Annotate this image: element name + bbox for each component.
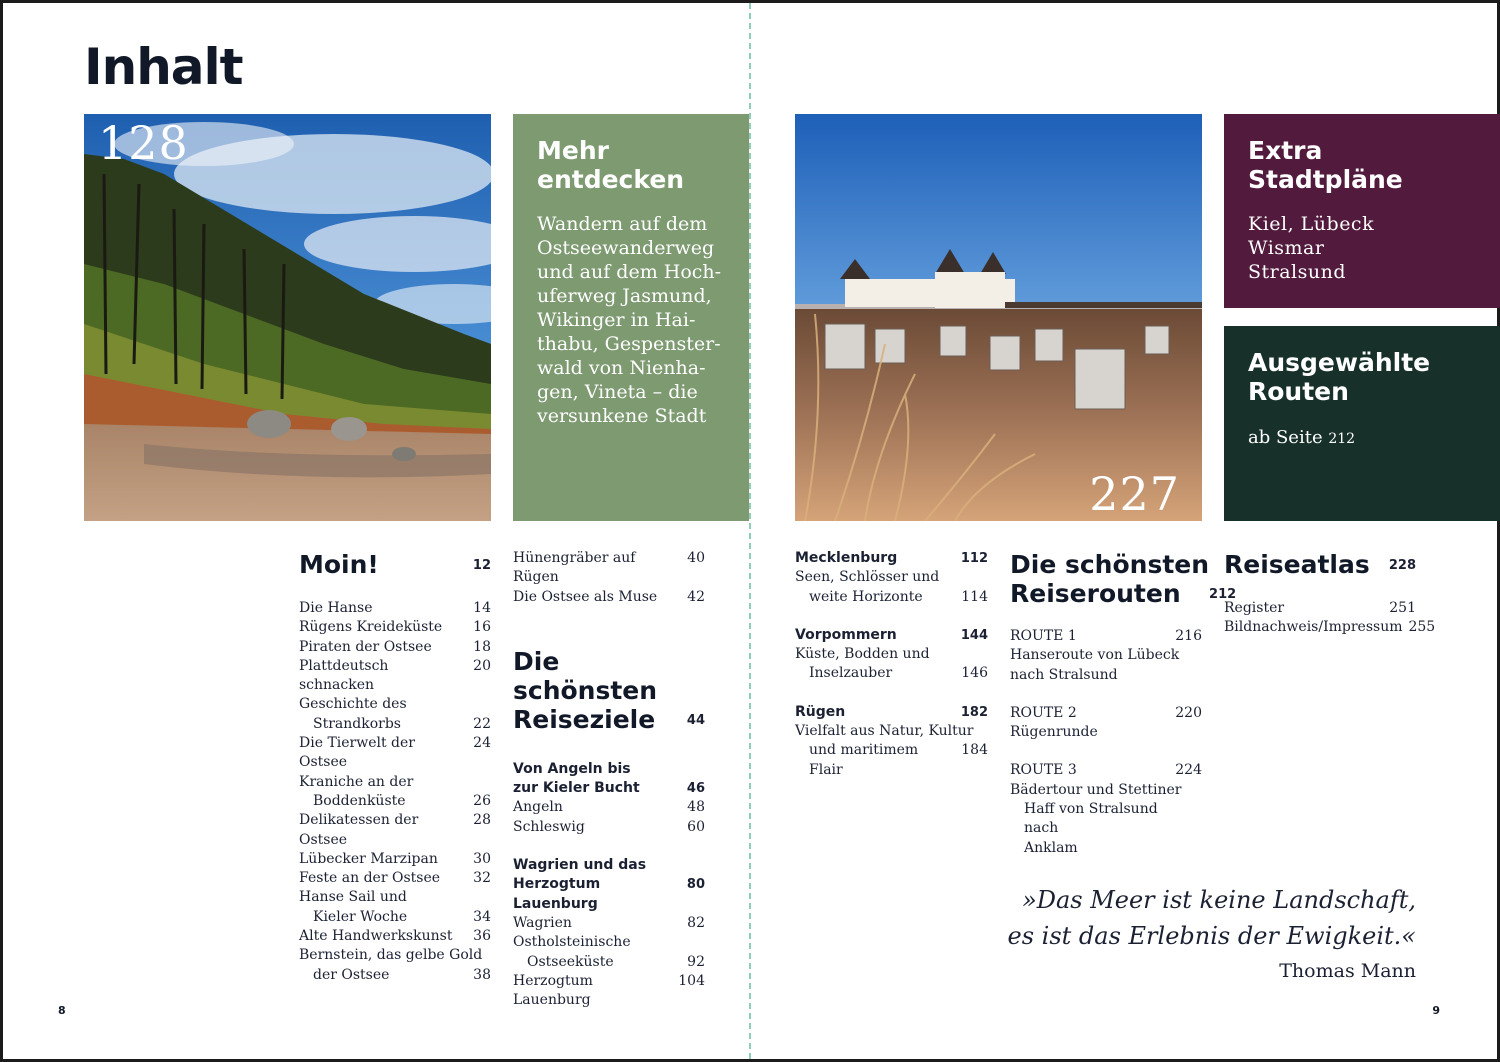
- toc-entry[interactable]: Hünengräber auf Rügen 40: [513, 550, 705, 586]
- toc-entry[interactable]: Delikatessen der Ostsee 28: [299, 812, 491, 848]
- toc-entry[interactable]: Haff von Stralsund nach: [1024, 801, 1158, 837]
- toc-section-header[interactable]: Moin! 12: [299, 550, 491, 579]
- toc-entry[interactable]: Boddenküste 26: [313, 792, 491, 809]
- toc-entry[interactable]: Bernstein, das gelbe Gold: [299, 947, 483, 964]
- toc-subsection-header[interactable]: Mecklenburg 112: [795, 550, 988, 566]
- toc-column-reiseatlas: [1224, 550, 1436, 638]
- box-text: Wandern auf dem Ostseewanderweg und auf dem Hoch- uferweg Jasmund, Wikinger in Hai- thabu, Gespenster- wald von Nienha- gen, Vineta – die versunkene Stadt: [537, 213, 722, 427]
- toc-entry[interactable]: Feste an der Ostsee 32: [299, 870, 491, 887]
- toc-entry[interactable]: nach Stralsund: [1010, 666, 1118, 683]
- toc-entry[interactable]: Die Tierwelt der Ostsee 24: [299, 735, 491, 771]
- toc-entry[interactable]: weite Horizonte 114: [809, 588, 988, 605]
- toc-section-header[interactable]: Die schönsten Reiseziele 44: [513, 646, 705, 734]
- toc-column-routen: [1010, 550, 1237, 858]
- toc-entry[interactable]: Kieler Woche 34: [313, 908, 491, 925]
- toc-subsection-header[interactable]: Wagrien und das: [513, 857, 647, 874]
- photo-page-number: 227: [1089, 467, 1180, 521]
- toc-entry[interactable]: Bädertour und Stettiner: [1010, 781, 1182, 798]
- toc-entry[interactable]: Rügenrunde: [1010, 724, 1098, 741]
- toc-entry[interactable]: der Ostsee 38: [313, 966, 491, 983]
- toc-entry[interactable]: Kraniche an der: [299, 773, 414, 790]
- toc-entry[interactable]: Register 251: [1224, 600, 1416, 616]
- toc-entry[interactable]: ROUTE 2 220: [1010, 704, 1202, 721]
- box-title: Mehr entdecken: [537, 136, 685, 194]
- toc-entry[interactable]: Ostseeküste 92: [527, 953, 705, 970]
- toc-entry[interactable]: Bildnachweis/Impressum 255: [1224, 619, 1436, 636]
- toc-entry[interactable]: Die Hanse 14: [299, 600, 491, 616]
- toc-entry[interactable]: Küste, Bodden und: [795, 646, 930, 663]
- toc-column-moin: [299, 550, 491, 985]
- toc-entry[interactable]: ROUTE 1 216: [1010, 628, 1202, 644]
- quote: »Das Meer ist keine Landschaft, es ist das Erlebnis der Ewigkeit.«: [1007, 886, 1416, 950]
- toc-entry[interactable]: Strandkorbs 22: [313, 715, 491, 732]
- spread-fold-divider: [749, 3, 751, 1059]
- box-title: Ausgewählte Routen: [1248, 348, 1431, 406]
- toc-entry[interactable]: Inselzauber 146: [809, 665, 988, 682]
- page-number-right: 9: [1432, 1004, 1440, 1017]
- toc-subsection-header[interactable]: Von Angeln bis: [513, 760, 631, 777]
- photo-pier-beach: [795, 114, 1202, 521]
- toc-entry[interactable]: Angeln 48: [513, 799, 705, 816]
- toc-entry[interactable]: Lübecker Marzipan 30: [299, 850, 491, 867]
- toc-column-reiseziele: [513, 549, 705, 1010]
- box-title: Extra Stadtpläne: [1248, 136, 1403, 194]
- toc-subsection-header[interactable]: zur Kieler Bucht 46: [513, 780, 705, 797]
- toc-entry[interactable]: Geschichte des: [299, 696, 407, 713]
- toc-entry[interactable]: Wagrien 82: [513, 914, 705, 931]
- box-text: Kiel, Lübeck Wismar Stralsund: [1248, 213, 1375, 283]
- toc-entry[interactable]: Alte Handwerkskunst 36: [299, 928, 491, 945]
- toc-entry[interactable]: Schleswig 60: [513, 818, 705, 835]
- toc-entry[interactable]: und maritimem Flair 184: [809, 742, 988, 778]
- toc-entry[interactable]: Die Ostsee als Muse 42: [513, 588, 705, 605]
- toc-subsection-header[interactable]: Herzogtum Lauenburg 80: [513, 876, 705, 912]
- mehr-entdecken-box: [513, 114, 749, 521]
- extra-stadtplaene-box: [1224, 114, 1500, 308]
- toc-entry[interactable]: Seen, Schlösser und: [795, 569, 940, 586]
- toc-entry[interactable]: Plattdeutsch schnacken 20: [299, 657, 491, 694]
- page-number-left: 8: [58, 1004, 66, 1017]
- toc-entry[interactable]: Herzogtum Lauenburg 104: [513, 972, 705, 1009]
- photo-page-number: 128: [98, 116, 189, 170]
- toc-subsection-header[interactable]: Rügen 182: [795, 703, 988, 720]
- toc-entry[interactable]: ROUTE 3 224: [1010, 762, 1202, 779]
- toc-section-header[interactable]: Die schönsten Reiserouten 212: [1010, 550, 1237, 608]
- toc-entry[interactable]: Vielfalt aus Natur, Kultur: [795, 723, 974, 740]
- toc-entry[interactable]: Anklam: [1024, 839, 1078, 856]
- page-title: Inhalt: [84, 38, 243, 96]
- quote-author: Thomas Mann: [1279, 960, 1416, 982]
- toc-entry[interactable]: Hanseroute von Lübeck: [1010, 647, 1180, 664]
- toc-entry[interactable]: Piraten der Ostsee 18: [299, 638, 491, 655]
- toc-subsection-header[interactable]: Vorpommern 144: [795, 626, 988, 643]
- toc-section-header[interactable]: Reiseatlas 228: [1224, 550, 1416, 579]
- photo-coastal-forest: [84, 114, 491, 521]
- toc-entry[interactable]: Rügens Kreideküste 16: [299, 619, 491, 636]
- toc-entry[interactable]: Ostholsteinische: [513, 934, 631, 951]
- toc-column-regions: [795, 549, 988, 780]
- box-text: ab Seite 212: [1248, 427, 1356, 448]
- toc-entry[interactable]: Hanse Sail und: [299, 889, 407, 906]
- ausgewaehlte-routen-box: [1224, 326, 1500, 521]
